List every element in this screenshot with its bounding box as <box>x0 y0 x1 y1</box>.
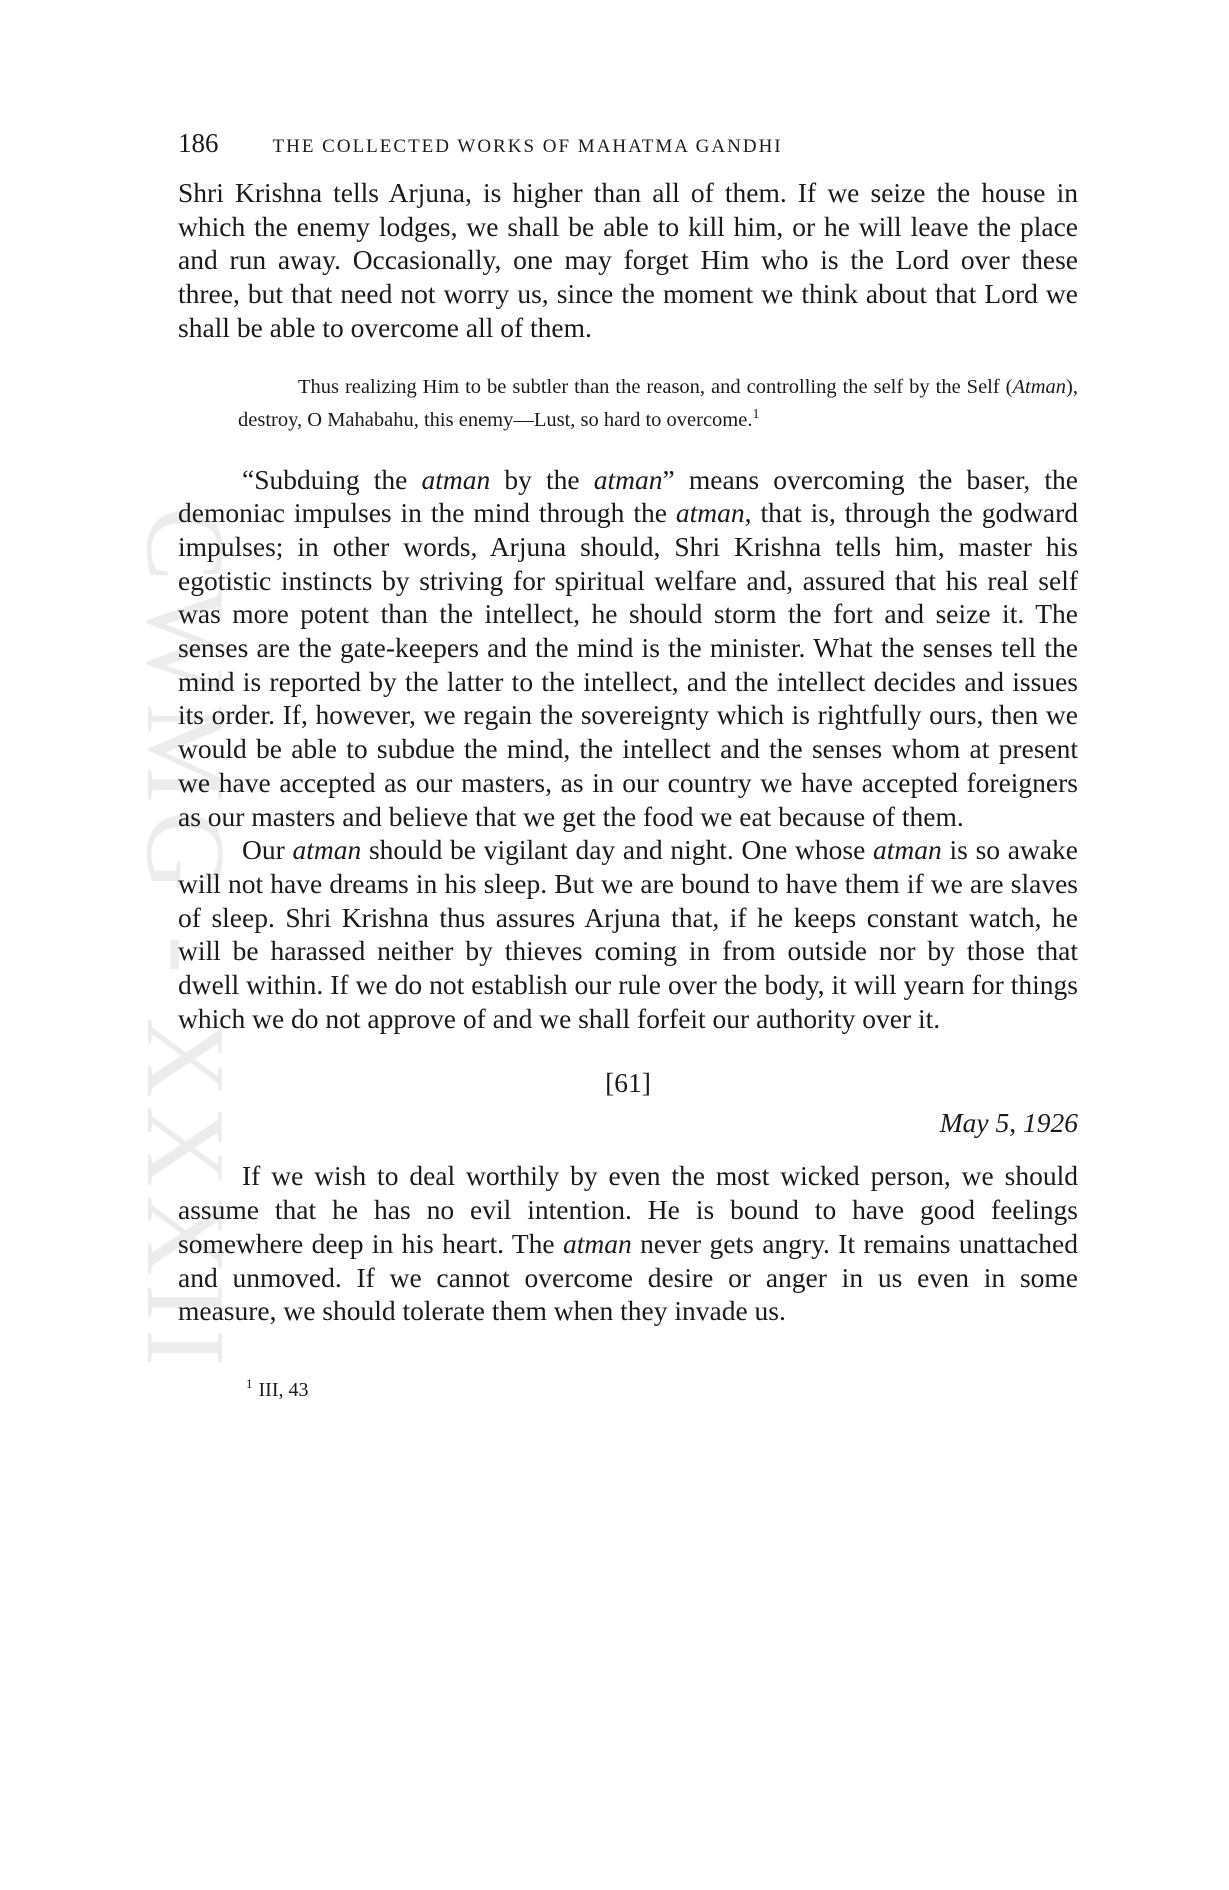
p3-italic-2: atman <box>873 834 942 866</box>
page-number: 186 <box>178 128 219 158</box>
watermark-text: CWMG - XXXII <box>123 506 248 1374</box>
page <box>178 128 1078 1404</box>
quote-atman: Atman <box>1012 375 1067 398</box>
p2-text-2: by the <box>490 463 594 495</box>
quote-text-2: ), destroy, O Mahabahu, this enemy—Lust, so hard to overcome. <box>238 375 1078 431</box>
p4-italic-1: atman <box>562 1227 632 1259</box>
p3-text-1: Our <box>242 834 293 866</box>
p2-text-3: ” means overcoming the baser, the demoniac impulses in the mind through the <box>178 463 1078 529</box>
running-head <box>178 128 1078 168</box>
paragraph-vigilant <box>178 833 1078 1035</box>
p3-italic-1: atman <box>292 834 362 866</box>
p2-italic-2: atman <box>593 463 663 495</box>
paragraph-text: Shri Krishna tells Arjuna, is higher than all of them. If we seize the house in which the enemy lodges, we shall be able to kill him, or he will leave the place and run away. Occasionally, one may forget Him who is the Lord over these three, but that need not worry us, since the moment we think about that Lord we shall be able to overcome all of them. <box>178 177 1078 343</box>
paragraph-continued <box>178 176 1078 345</box>
footnote-text: III, 43 <box>258 1378 309 1401</box>
quote-text-1: Thus realizing Him to be subtler than the reason, and controlling the self by the Self ( <box>298 375 1013 398</box>
p2-italic-1: atman <box>421 463 491 495</box>
p4-text-1: If we wish to deal worthily by even the most wicked person, we should assume that he has no evil intention. He is bound to have good feelings somewhere deep in his heart. The <box>178 1160 1078 1259</box>
footnote-reference: 1 <box>752 406 760 422</box>
p2-italic-3: atman <box>675 497 745 529</box>
header-title: THE COLLECTED WORKS OF MAHATMA GANDHI <box>272 136 783 157</box>
paragraph-subduing <box>178 463 1078 834</box>
p2-text-1: “Subduing the <box>242 463 422 495</box>
p3-text-3: is so awake will not have dreams in his sleep. But we are bound to have them if we are slaves of sleep. Shri Krishna thus assures Arjuna that, if he keeps constant watch, he will be harassed neither by thieves coming in from outside nor by those that dwell within. If we do not establish our rule over the body, it will yearn for things which we do not approve of and we shall forfeit our authority over it. <box>178 834 1078 1034</box>
footnote <box>246 1376 1078 1404</box>
section-number: [61] <box>605 1067 651 1099</box>
dateline: May 5, 1926 <box>939 1107 1078 1139</box>
footnote-mark: 1 <box>246 1376 253 1392</box>
block-quote <box>238 371 1078 437</box>
p3-text-2: should be vigilant day and night. One whose <box>361 834 874 866</box>
p4-text-2: never gets angry. It remains unattached and unmoved. If we cannot overcome desire or anger in us even in some measure, we should tolerate them when they invade us. <box>178 1227 1078 1327</box>
p2-text-4: , that is, through the godward impulses; in other words, Arjuna should, Shri Krishna tells him, master his egotistic instincts by striving for spiritual welfare and, assured that his real self was more potent than the intellect, he should storm the fort and seize it. The senses are the gate-keepers and the mind is the minister. What the senses tell the mind is reported by the latter to the intellect, and the intellect decides and issues its order. If, however, we regain the sovereignty which is rightfully ours, then we would be able to subdue the mind, the intellect and the senses whom at present we have accepted as our masters, as in our country we have accepted foreigners as our masters and believe that we get the food we eat because of them. <box>178 497 1079 832</box>
paragraph-wicked <box>178 1159 1078 1328</box>
